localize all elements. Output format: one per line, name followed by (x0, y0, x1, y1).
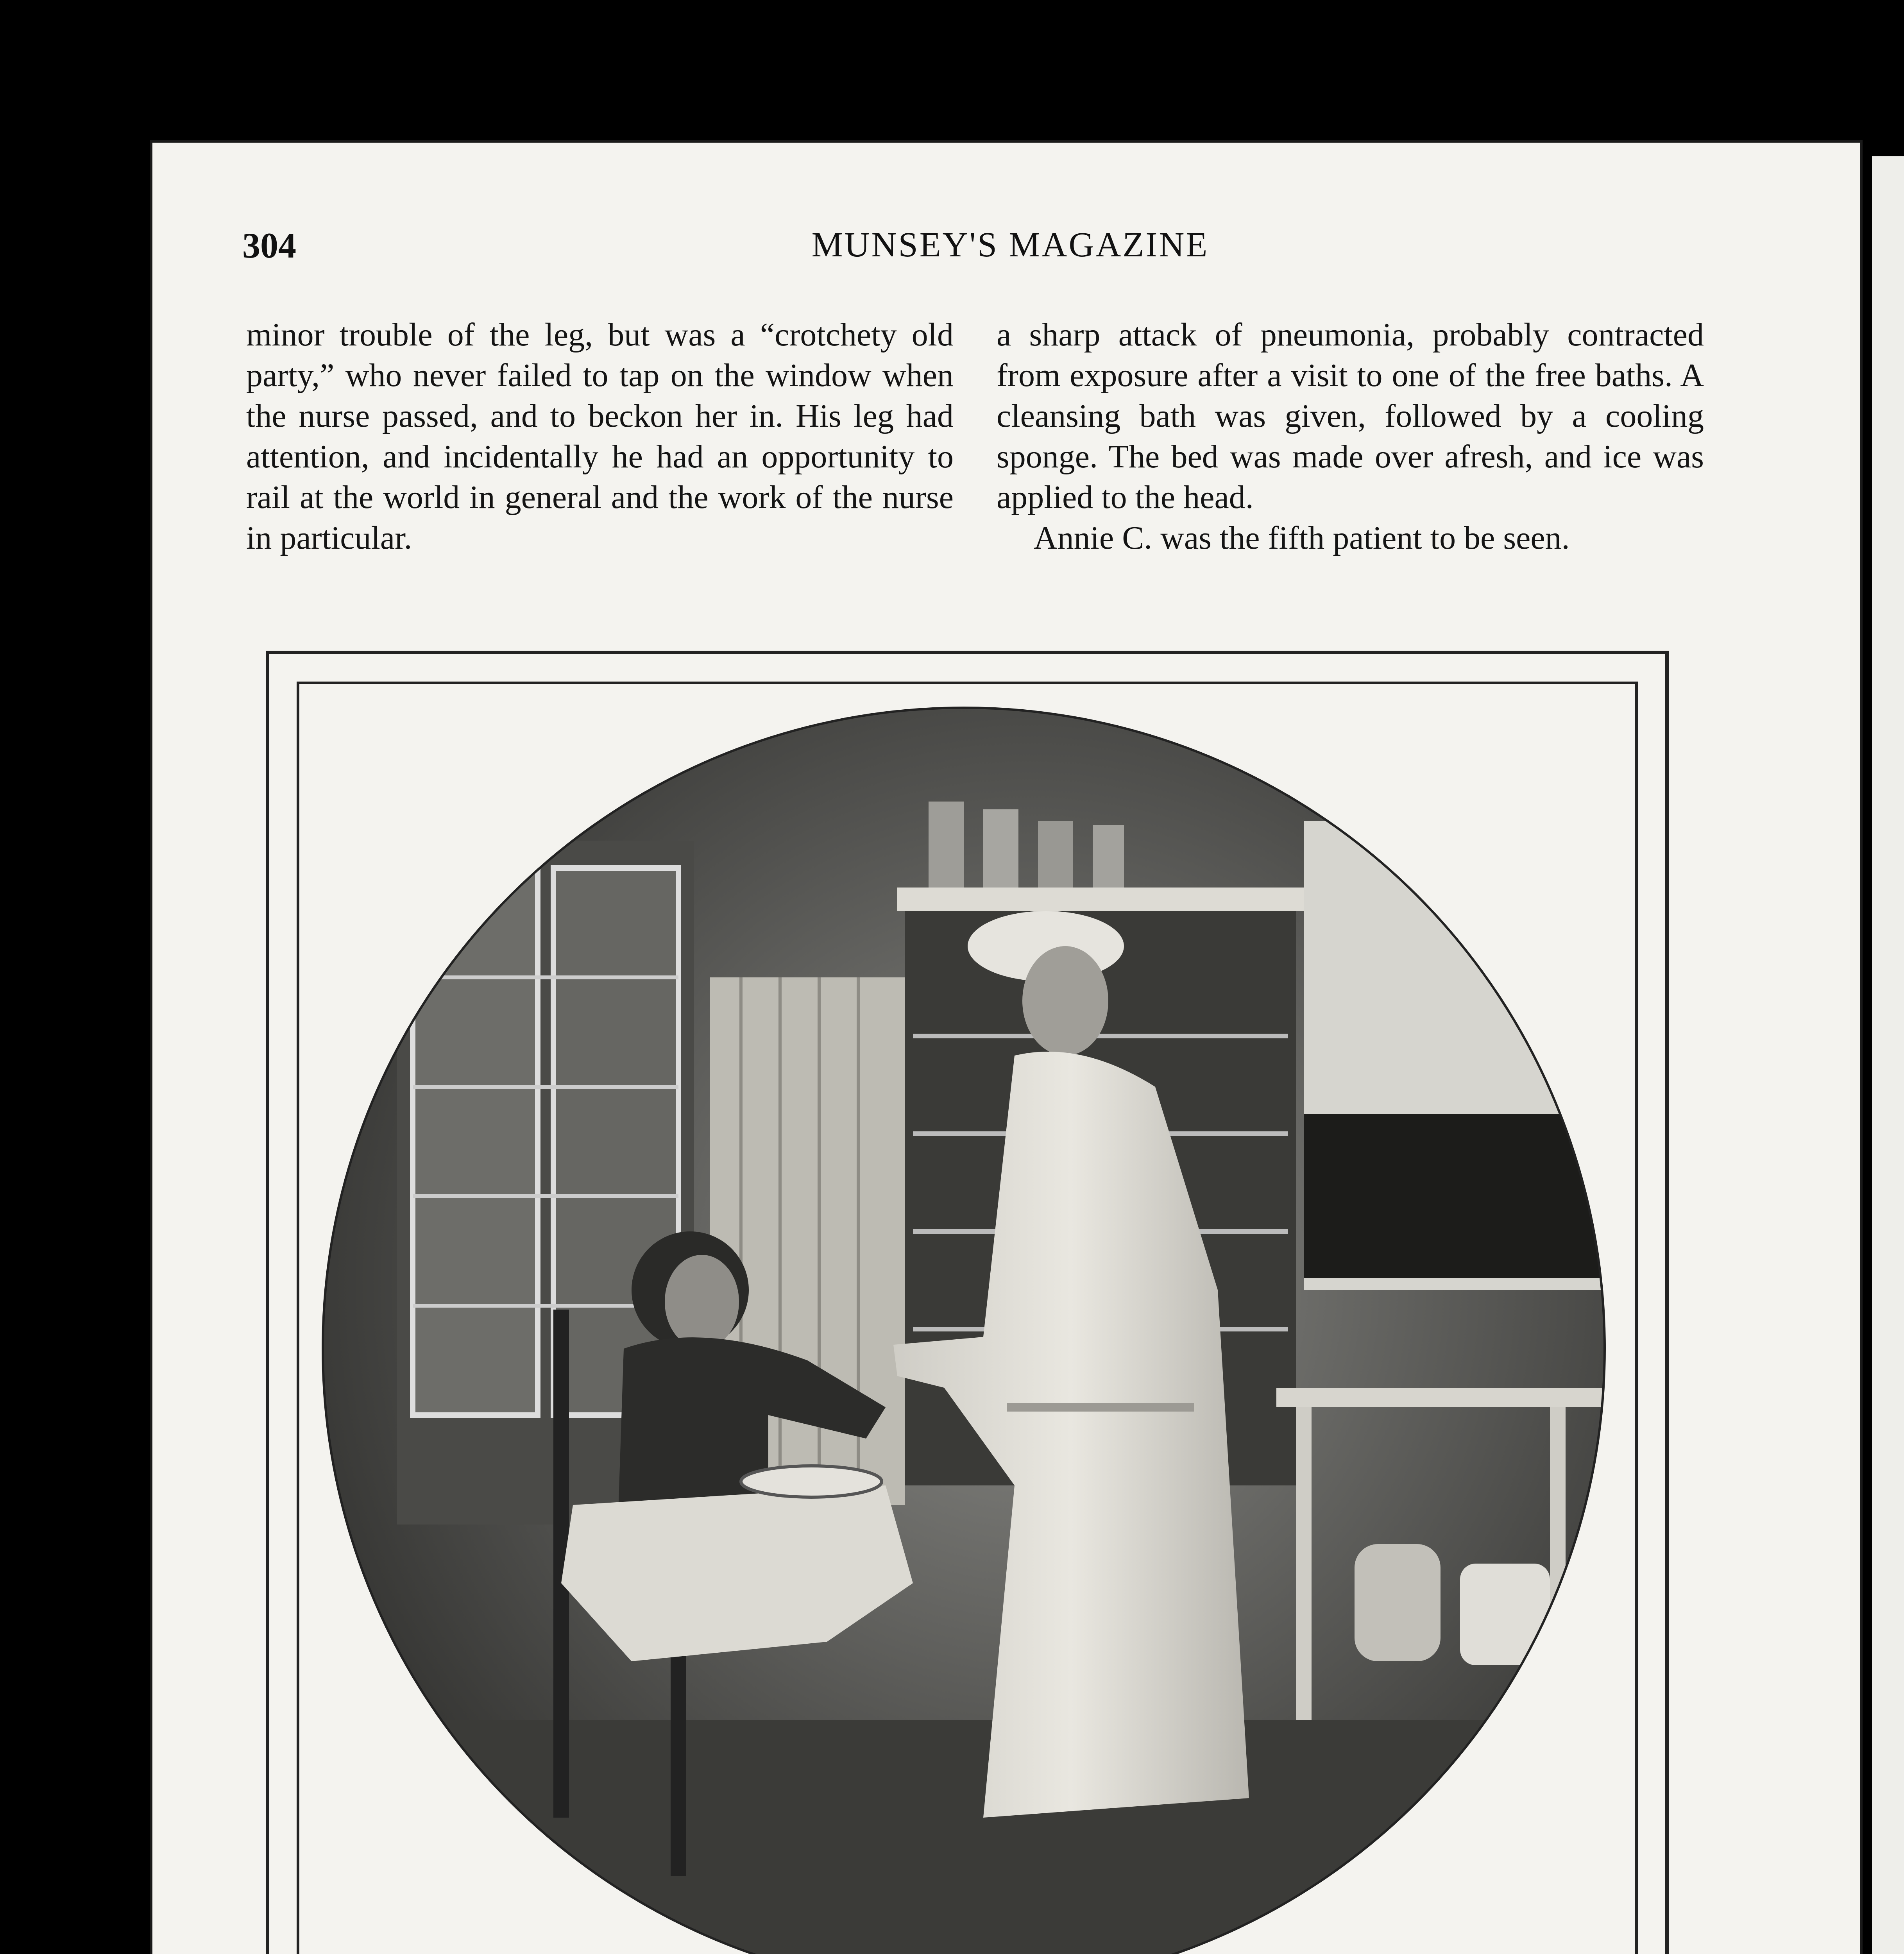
photo-plate-inner-frame (297, 682, 1638, 1954)
paragraph: minor trouble of the leg, but was a “crotchety old party,” who never failed to tap on the window when the nurse passed, and to beckon her in. His leg had attention, and incidentally he had an opportunity to rail at the world in general and the work of the nurse in particular. (246, 317, 954, 556)
paragraph: a sharp attack of pneumonia, probably contracted from exposure after a visit to one of the free baths. A cleansing bath was given, followed by a cooling sponge. The bed was made over afresh, and ice was applied to the head. (997, 317, 1704, 515)
paragraph: Annie C. was the fifth patient to be seen. (1034, 520, 1570, 556)
text-column-top-right (997, 315, 1704, 558)
page-number: 304 (242, 225, 296, 265)
running-head: MUNSEY'S MAGAZINE (811, 225, 1209, 264)
nurse-photograph (319, 704, 1609, 1954)
photo-plate-frame (266, 651, 1669, 1954)
text-column-top-left (246, 315, 954, 558)
magazine-page (152, 143, 1860, 1954)
adjacent-page-edge (1872, 156, 1904, 1954)
page-header (242, 225, 1778, 279)
